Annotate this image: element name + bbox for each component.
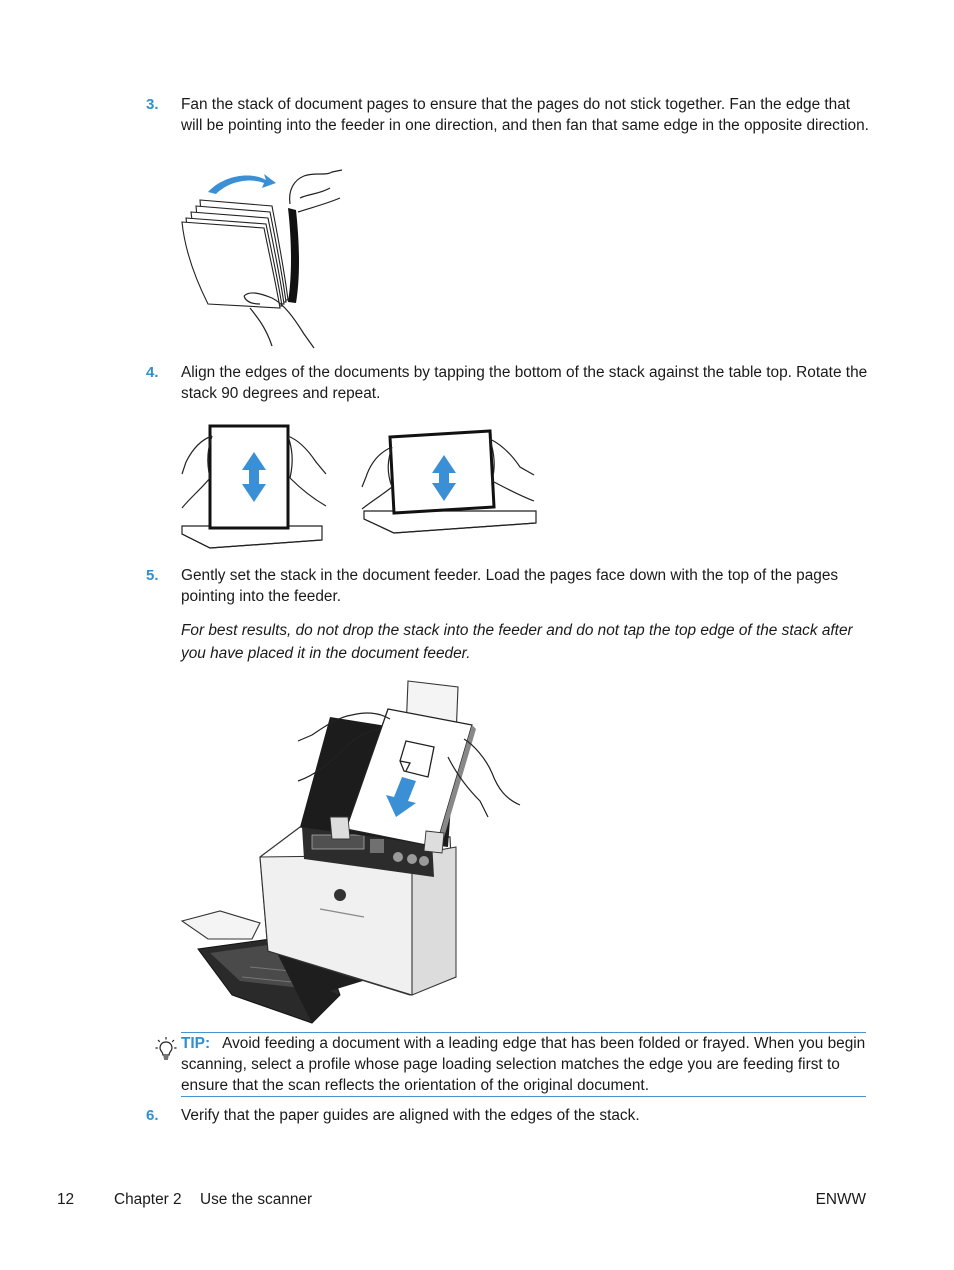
brand-logo xyxy=(334,889,346,901)
tap-stack-portrait-illustration xyxy=(180,418,328,552)
fan-pages-illustration xyxy=(180,168,345,350)
step-number: 4. xyxy=(146,364,159,381)
tip-label: TIP: xyxy=(181,1035,211,1052)
tip-text-block xyxy=(181,1033,866,1096)
step-number: 3. xyxy=(146,96,159,113)
step-text: Align the edges of the documents by tapping the bottom of the stack against the table top. Rotate the stack 90 degrees and repeat. xyxy=(181,364,868,402)
lightbulb-icon xyxy=(155,1036,177,1062)
hand-left xyxy=(362,447,392,509)
hand-top xyxy=(290,170,342,212)
scanner-feeder-illustration xyxy=(180,677,525,1027)
footer-chapter: Chapter 2 xyxy=(114,1191,182,1208)
step-number: 6. xyxy=(146,1107,159,1124)
footer-page-number: 12 xyxy=(57,1191,75,1208)
tip-text: Avoid feeding a document with a leading edge that has been folded or frayed. When you begin scanning, select a profile whose page loading selection matches the edge you are feeding first to ensure that the scan reflects the orientation of the original document. xyxy=(181,1035,866,1094)
footer-chapter-title: Use the scanner xyxy=(200,1191,313,1208)
tip-box xyxy=(181,1032,866,1097)
step-text: Verify that the paper guides are aligned with the edges of the stack. xyxy=(181,1107,640,1124)
tap-stack-landscape-illustration xyxy=(360,425,538,547)
fan-arrow-icon xyxy=(208,174,276,194)
hand-right xyxy=(288,436,326,506)
footer-right: ENWW xyxy=(815,1191,866,1208)
step-note: For best results, do not drop the stack into the feeder and do not tap the top edge of the stack after you have placed it in the document feeder. xyxy=(181,622,853,662)
step-text: Fan the stack of document pages to ensure that the pages do not stick together. Fan the edge that will be pointing into the feeder in one direction, and then fan that same edge in the opposite direction. xyxy=(181,96,869,134)
step-number: 5. xyxy=(146,567,159,584)
hand-left xyxy=(182,436,212,508)
step-text: Gently set the stack in the document feeder. Load the pages face down with the top of the pages pointing into the feeder. xyxy=(181,567,839,605)
hand-right xyxy=(490,439,534,501)
